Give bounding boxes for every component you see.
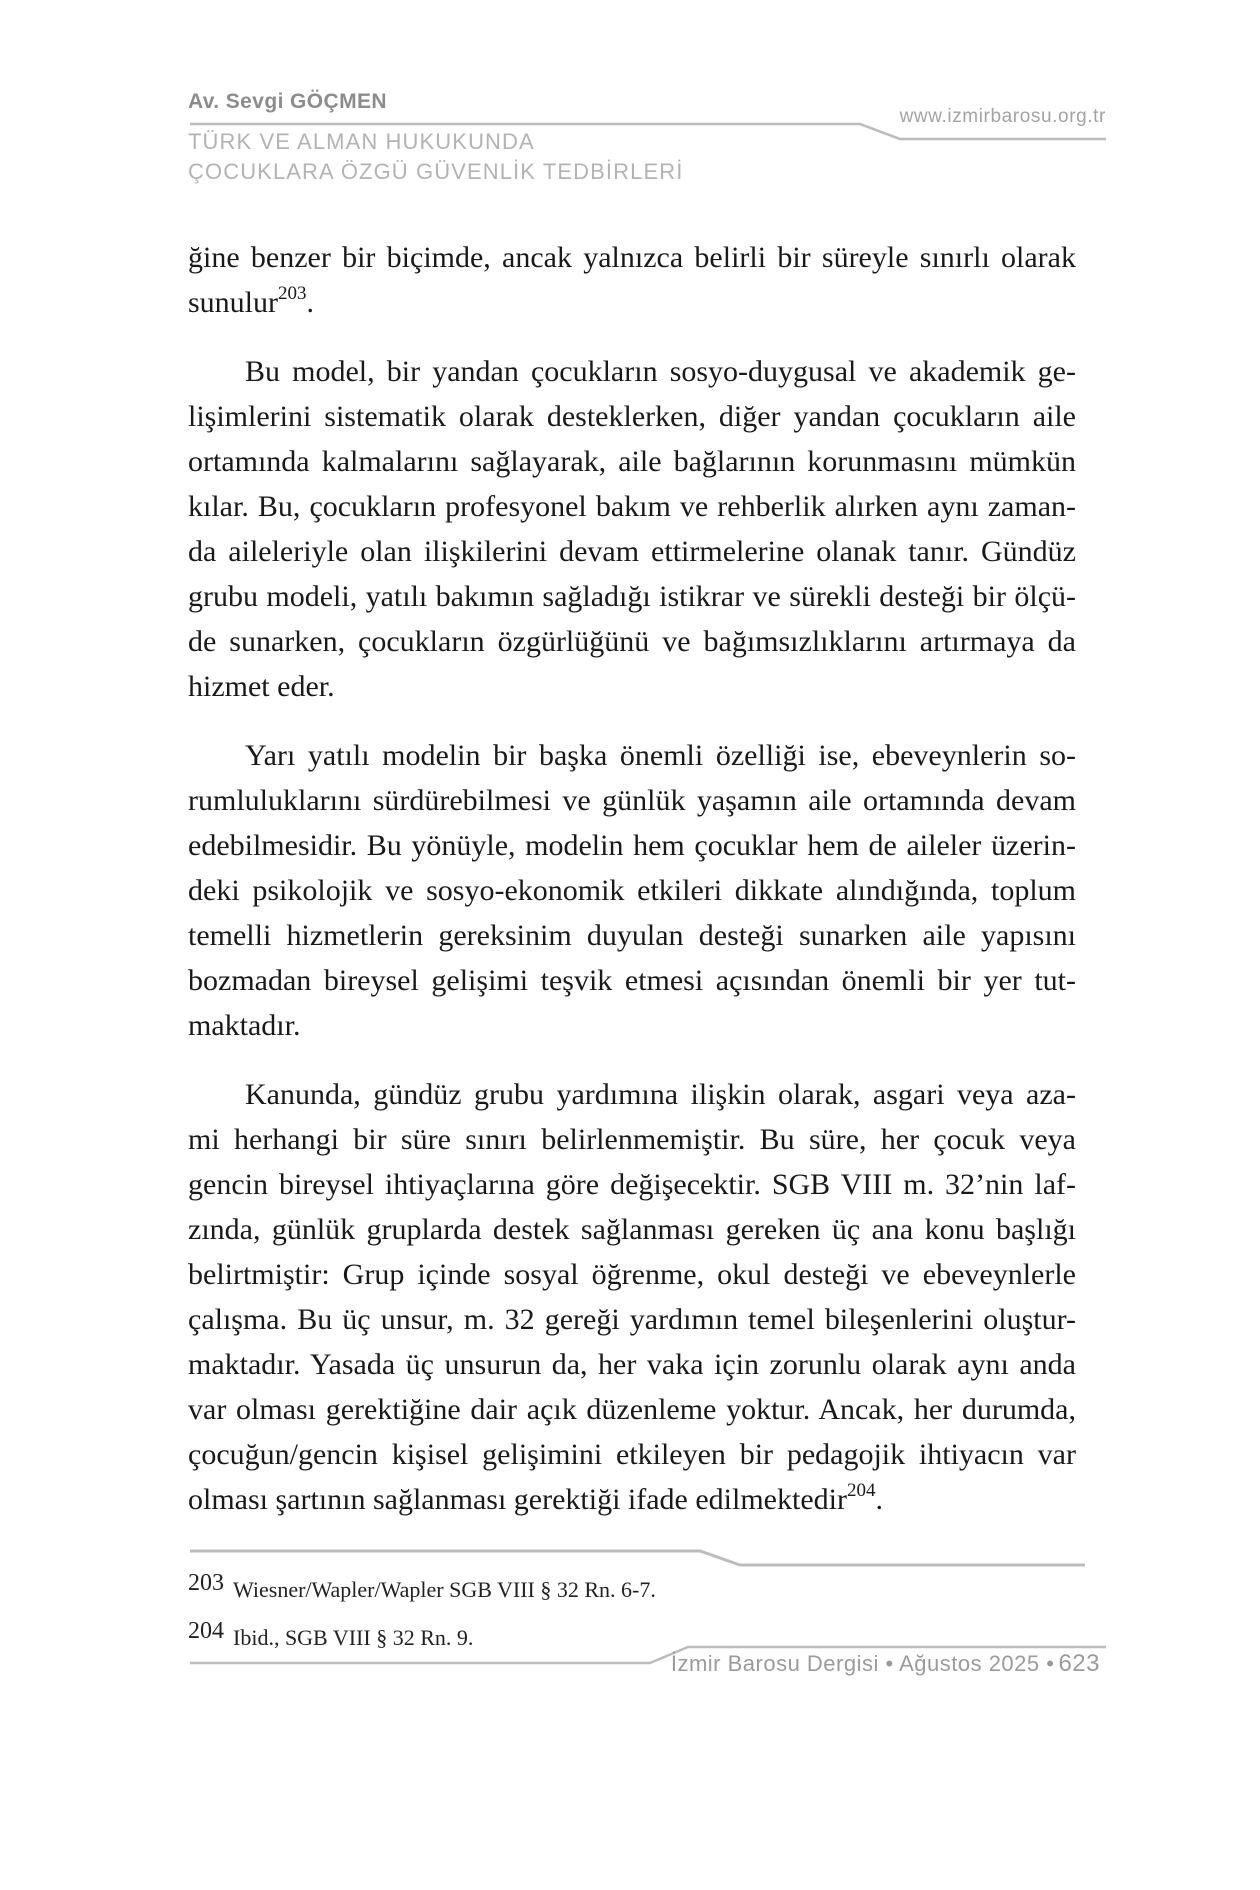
- line-text: .: [306, 286, 314, 319]
- text-line: ortamında kalmalarını sağlayarak, aile bağlarının korunmasını mümkün: [188, 445, 1076, 478]
- text-line: var olması gerektiğine dair açık düzenleme yoktur. Ancak, her durumda,: [188, 1393, 1076, 1426]
- text-line: [188, 1477, 1076, 1522]
- footnote-number: 204: [188, 1618, 224, 1644]
- page-number: 623: [1058, 1650, 1100, 1677]
- document-title-line2: ÇOCUKLARA ÖZGÜ GÜVENLİK TEDBİRLERİ: [188, 159, 684, 184]
- line-text: .: [875, 1483, 883, 1516]
- line-text: sunulur: [188, 286, 278, 319]
- website-url: www.izmirbarosu.org.tr: [899, 106, 1106, 127]
- text-line: lişimlerini sistematik olarak desteklerken, diğer yandan çocukların aile: [188, 400, 1076, 433]
- text-line: belirtmiştir: Grup içinde sosyal öğrenme, okul desteği ve ebeveynlerle: [188, 1258, 1076, 1291]
- text-line: hizmet eder.: [188, 670, 335, 703]
- text-line: çalışma. Bu üç unsur, m. 32 gereği yardımın temel bileşenlerini oluştur-: [188, 1303, 1076, 1336]
- text-line: temelli hizmetlerin gereksinim duyulan desteği sunarken aile yapısını: [188, 919, 1076, 952]
- paragraph: [188, 349, 1076, 709]
- footnote-separator-rule: [190, 1551, 1085, 1565]
- text-line: grubu modeli, yatılı bakımın sağladığı istikrar ve sürekli desteği bir ölçü-: [188, 580, 1076, 613]
- text-line: rumluluklarını sürdürebilmesi ve günlük yaşamın aile ortamında devam: [188, 784, 1076, 817]
- text-line: Bu model, bir yandan çocukların sosyo-duygusal ve akademik ge-: [245, 355, 1076, 388]
- footnote-text: Ibid., SGB VIII § 32 Rn. 9.: [233, 1625, 474, 1650]
- text-line: bozmadan bireysel gelişimi teşvik etmesi açısından önemli bir yer tut-: [188, 964, 1076, 997]
- text-line: [188, 280, 1076, 325]
- text-line: edebilmesidir. Bu yönüyle, modelin hem çocuklar hem de aileler üzerin-: [188, 829, 1076, 862]
- text-line: maktadır. Yasada üç unsurun da, her vaka için zorunlu olarak aynı anda: [188, 1348, 1076, 1381]
- footnote-text: Wiesner/Wapler/Wapler SGB VIII § 32 Rn. 6-7.: [233, 1577, 656, 1602]
- text-line: kılar. Bu, çocukların profesyonel bakım ve rehberlik alırken aynı zaman-: [188, 490, 1076, 523]
- text-line: mi herhangi bir süre sınırı belirlenmemiştir. Bu süre, her çocuk veya: [188, 1123, 1076, 1156]
- paragraph: [188, 235, 1076, 325]
- text-line: ğine benzer bir biçimde, ancak yalnızca belirli bir süreyle sınırlı olarak: [188, 241, 1076, 274]
- document-title: [188, 127, 683, 187]
- footnote-ref-204: 204: [846, 1480, 876, 1501]
- text-line: de sunarken, çocukların özgürlüğünü ve bağımsızlıklarını artırmaya da: [188, 625, 1076, 658]
- journal-info: İzmir Barosu Dergisi • Ağustos 2025 •: [670, 1651, 1055, 1676]
- body-text: [188, 235, 1076, 1522]
- text-line: deki psikolojik ve sosyo-ekonomik etkileri dikkate alındığında, toplum: [188, 874, 1076, 907]
- document-title-line1: TÜRK VE ALMAN HUKUKUNDA: [188, 129, 535, 154]
- paragraph: [188, 1072, 1076, 1522]
- text-line: Yarı yatılı modelin bir başka önemli özelliği ise, ebeveynlerin so-: [245, 739, 1076, 772]
- text-line: zında, günlük gruplarda destek sağlanması gereken üç ana konu başlığı: [188, 1213, 1076, 1246]
- text-line: da aileleriyle olan ilişkilerini devam ettirmelerine olanak tanır. Gündüz: [188, 535, 1076, 568]
- paragraph: [188, 733, 1076, 1048]
- footnote-204: [188, 1616, 1088, 1653]
- page-footer: [600, 1650, 1100, 1678]
- text-line: çocuğun/gencin kişisel gelişimini etkileyen bir pedagojik ihtiyacın var: [188, 1438, 1076, 1471]
- text-line: maktadır.: [188, 1009, 301, 1042]
- text-line: Kanunda, gündüz grubu yardımına ilişkin olarak, asgari veya aza-: [245, 1078, 1076, 1111]
- footnote-number: 203: [188, 1570, 224, 1596]
- author-name: Av. Sevgi GÖÇMEN: [188, 90, 387, 113]
- text-line: gencin bireysel ihtiyaçlarına göre değişecektir. SGB VIII m. 32’nin laf-: [188, 1168, 1076, 1201]
- footnote-ref-203: 203: [278, 283, 307, 304]
- line-text: olması şartının sağlanması gerektiği ifade edilmektedir: [188, 1483, 847, 1516]
- footnote-203: [188, 1568, 1088, 1605]
